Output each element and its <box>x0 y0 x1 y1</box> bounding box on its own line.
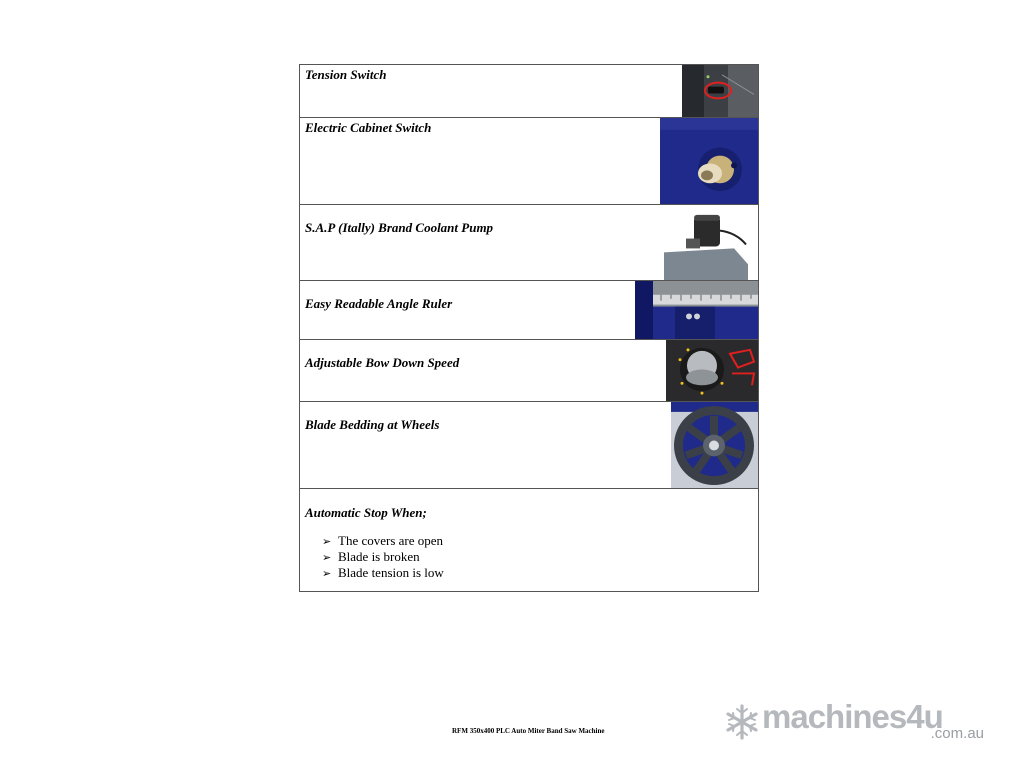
brand-wordmark: machines4u <box>762 698 943 735</box>
feature-title: Blade Bedding at Wheels <box>305 417 440 432</box>
feature-row <box>300 118 759 205</box>
cabinet-switch-photo <box>660 118 758 204</box>
tension-switch-photo <box>682 65 758 117</box>
list-item-text: The covers are open <box>338 533 444 548</box>
list-item-text: Blade tension is low <box>338 565 444 580</box>
feature-title: S.A.P (Itally) Brand Coolant Pump <box>305 220 494 235</box>
feature-row <box>300 281 759 340</box>
brand-watermark <box>724 700 990 744</box>
feature-title: Electric Cabinet Switch <box>305 120 432 135</box>
feature-row <box>300 340 759 402</box>
footer-caption: RFM 350x400 PLC Auto Miter Band Saw Machine <box>452 727 605 735</box>
feature-row <box>300 205 759 281</box>
feature-row <box>300 402 759 489</box>
blade-wheel-photo <box>671 402 758 488</box>
feature-row <box>300 65 759 118</box>
feature-title: Adjustable Bow Down Speed <box>305 355 460 370</box>
feature-cell <box>300 205 759 281</box>
arrow-bullet-icon: ➢ <box>322 535 332 548</box>
angle-ruler-photo <box>635 281 758 339</box>
bow-speed-knob-photo <box>666 340 758 401</box>
feature-row <box>300 489 759 592</box>
arrow-bullet-icon: ➢ <box>322 567 332 580</box>
list-item <box>322 549 444 565</box>
feature-cell <box>300 118 759 205</box>
auto-stop-list <box>322 533 444 581</box>
feature-title: Tension Switch <box>305 67 387 82</box>
feature-cell <box>300 340 759 402</box>
feature-cell <box>300 281 759 340</box>
feature-table <box>299 64 759 592</box>
list-item <box>322 533 444 549</box>
list-item-text: Blade is broken <box>338 549 420 564</box>
feature-cell <box>300 65 759 118</box>
brand-domain: .com.au <box>930 725 984 742</box>
arrow-bullet-icon: ➢ <box>322 551 332 564</box>
feature-title: Easy Readable Angle Ruler <box>305 296 453 311</box>
feature-cell <box>300 402 759 489</box>
list-item <box>322 565 444 581</box>
coolant-pump-photo <box>664 205 758 280</box>
snowflake-logo-icon <box>724 704 760 740</box>
auto-stop-title: Automatic Stop When; <box>305 505 427 520</box>
auto-stop-cell <box>300 489 759 592</box>
